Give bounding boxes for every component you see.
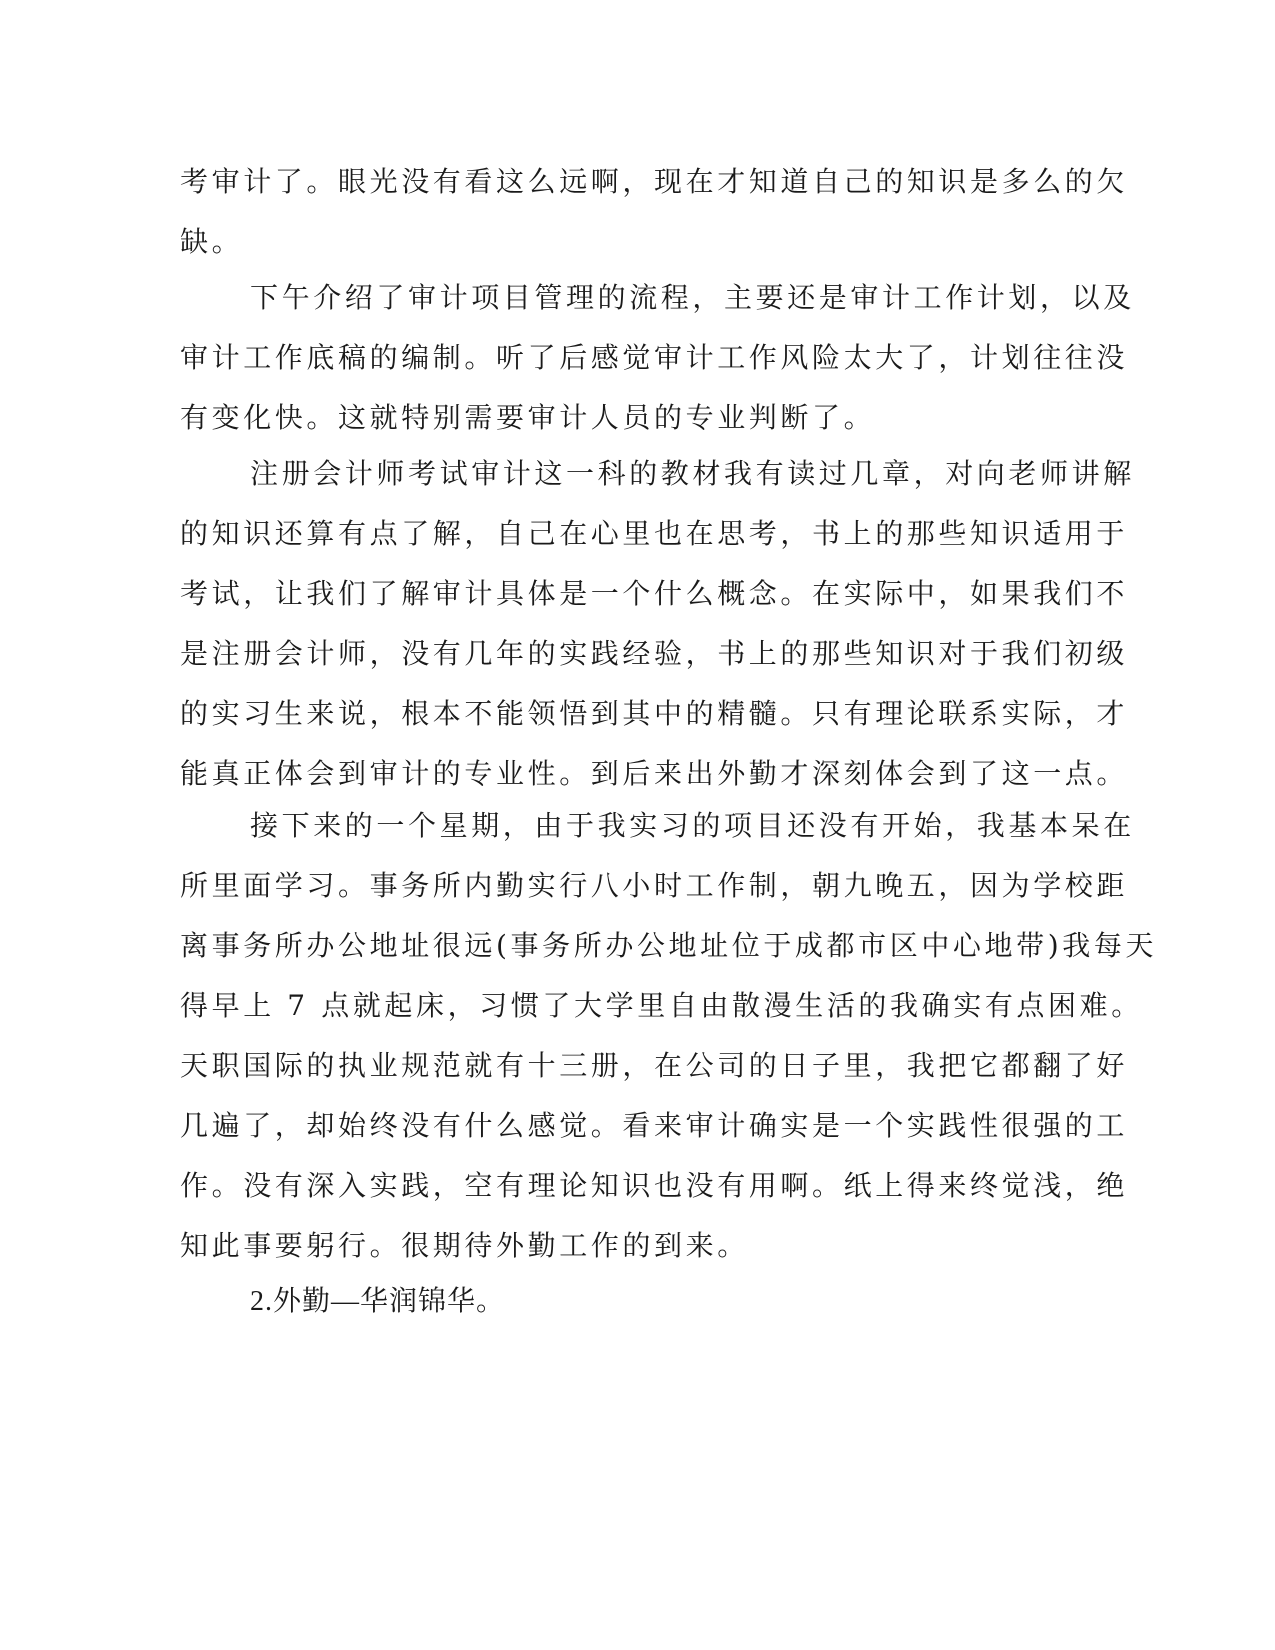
paragraph-line: 能真正体会到审计的专业性。到后来出外勤才深刻体会到了这一点。 <box>180 757 1129 790</box>
paragraph-3 <box>180 444 1135 804</box>
paragraph-line: 审计工作底稿的编制。听了后感觉审计工作风险太大了，计划往往没 <box>180 341 1129 374</box>
paragraph-line: 有变化快。这就特别需要审计人员的专业判断了。 <box>180 401 876 434</box>
paragraph-line: 注册会计师考试审计这一科的教材我有读过几章，对向老师讲解 <box>250 457 1135 490</box>
paragraph-line: 的实习生来说，根本不能领悟到其中的精髓。只有理论联系实际，才 <box>180 697 1129 730</box>
paragraph-line: 下午介绍了审计项目管理的流程，主要还是审计工作计划，以及 <box>250 281 1135 314</box>
paragraph-line: 缺。 <box>180 225 244 258</box>
paragraph-line: 知此事要躬行。很期待外勤工作的到来。 <box>180 1229 749 1262</box>
section-heading: 2.外勤—华润锦华。 <box>250 1286 506 1317</box>
paragraph-1 <box>180 152 1129 272</box>
paragraph-4 <box>180 796 1158 1276</box>
paragraph-line: 考试，让我们了解审计具体是一个什么概念。在实际中，如果我们不 <box>180 577 1129 610</box>
paragraph-line: 作。没有深入实践，空有理论知识也没有用啊。纸上得来终觉浅，绝 <box>180 1169 1129 1202</box>
paragraph-line: 的知识还算有点了解，自己在心里也在思考，书上的那些知识适用于 <box>180 517 1129 550</box>
paragraph-line: 是注册会计师，没有几年的实践经验，书上的那些知识对于我们初级 <box>180 637 1129 670</box>
paragraph-line: 接下来的一个星期，由于我实习的项目还没有开始，我基本呆在 <box>250 809 1135 842</box>
paragraph-line: 得早上 7 点就起床，习惯了大学里自由散漫生活的我确实有点困难。 <box>180 989 1143 1022</box>
paragraph-line: 所里面学习。事务所内勤实行八小时工作制，朝九晚五，因为学校距 <box>180 869 1129 902</box>
paragraph-line: 考审计了。眼光没有看这么远啊，现在才知道自己的知识是多么的欠 <box>180 165 1129 198</box>
paragraph-line: 离事务所办公地址很远(事务所办公地址位于成都市区中心地带)我每天 <box>180 929 1158 962</box>
paragraph-line: 几遍了，却始终没有什么感觉。看来审计确实是一个实践性很强的工 <box>180 1109 1129 1142</box>
paragraph-2 <box>180 268 1135 448</box>
paragraph-line: 天职国际的执业规范就有十三册，在公司的日子里，我把它都翻了好 <box>180 1049 1129 1082</box>
